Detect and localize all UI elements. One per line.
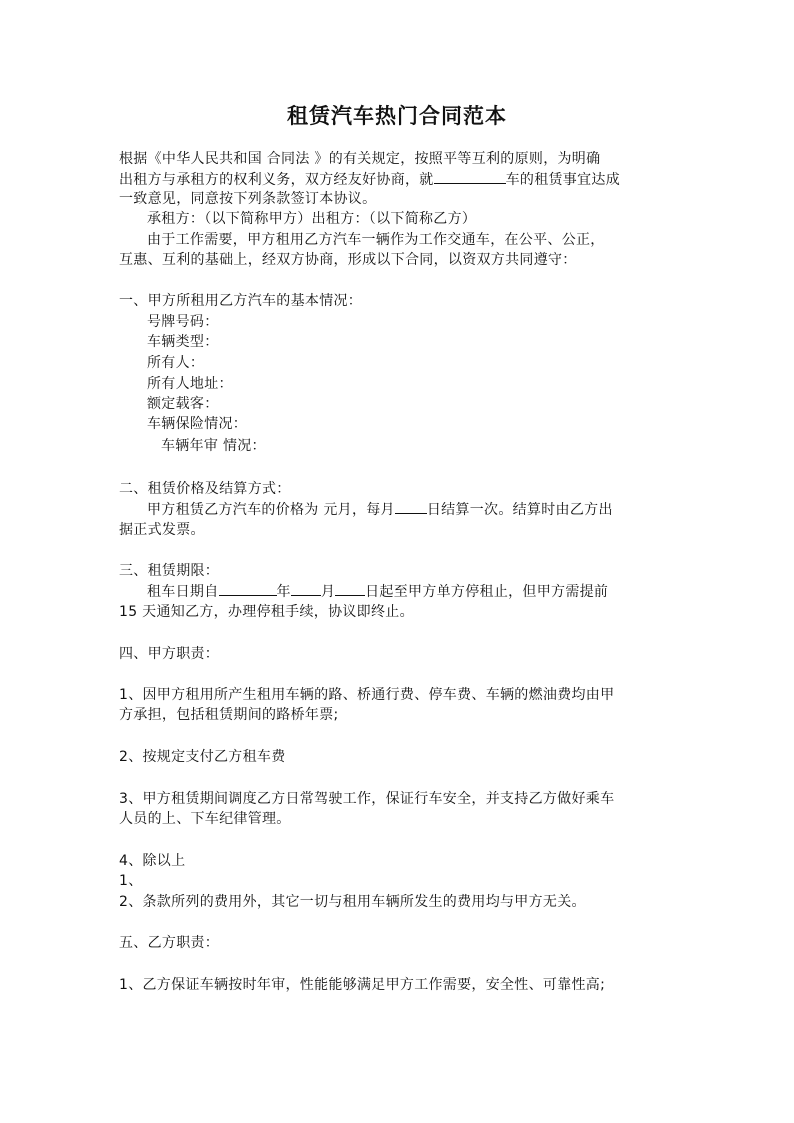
text: 日结算一次。结算时由乙方出: [426, 502, 613, 518]
price-line: 据正式发票。: [119, 522, 205, 538]
parties-line: 承租方：（以下简称甲方）出租方：（以下简称乙方）: [147, 211, 477, 227]
text: 月: [320, 584, 336, 600]
section-1-heading: 一、甲方所租用乙方汽车的基本情况：: [119, 293, 363, 309]
vehicle-field: 车辆类型：: [147, 334, 219, 350]
month-blank: [291, 582, 321, 596]
vehicle-field: 车辆年审 情况：: [161, 438, 266, 454]
clause: 1、因甲方租用所产生租用车辆的路、桥通行费、停车费、车辆的燃油费均由甲: [119, 687, 615, 703]
clause: 3、甲方租赁期间调度乙方日常驾驶工作，保证行车安全，并支持乙方做好乘车: [119, 791, 615, 807]
year-blank: [219, 582, 277, 596]
clause: 2、按规定支付乙方租车费: [119, 749, 286, 765]
vehicle-field: 所有人地址：: [147, 376, 233, 392]
section-3-heading: 三、租赁期限：: [119, 563, 220, 579]
text: 车的租赁事宜达成: [505, 172, 621, 188]
price-line: [147, 500, 613, 519]
section-5-heading: 五、乙方职责：: [119, 935, 220, 951]
intro-line: 一致意见，同意按下列条款签订本协议。: [119, 191, 377, 207]
intro-line: 由于工作需要，甲方租用乙方汽车一辆作为工作交通车，在公平、公正，: [147, 232, 605, 248]
text: 日起至甲方单方停租止，但甲方需提前: [365, 584, 609, 600]
intro-line: 根据《中华人民共和国 合同法 》的有关规定，按照平等互利的原则，为明确: [119, 151, 601, 167]
text: 出租方与承租方的权利义务，双方经友好协商，就: [119, 172, 434, 188]
clause: 方承担，包括租赁期间的路桥年票;: [119, 707, 339, 723]
clause: 2、条款所列的费用外，其它一切与租用车辆所发生的费用均与甲方无关。: [119, 894, 586, 910]
clause: 1、: [119, 873, 143, 889]
term-line: [147, 582, 608, 601]
vehicle-field: 号牌号码：: [147, 314, 219, 330]
text: 租车日期自: [147, 584, 219, 600]
section-4-heading: 四、甲方职责：: [119, 646, 220, 662]
term-line: 15 天通知乙方，办理停租手续，协议即终止。: [119, 604, 414, 620]
clause: 1、乙方保证车辆按时年审，性能能够满足甲方工作需要，安全性、可靠性高;: [119, 977, 606, 993]
day-blank: [335, 582, 365, 596]
clause: 4、除以上: [119, 853, 186, 869]
document-title: 租赁汽车热门合同范本: [287, 103, 507, 128]
section-2-heading: 二、租赁价格及结算方式：: [119, 481, 291, 497]
day-blank: [395, 500, 427, 514]
vehicle-field: 额定载客：: [147, 396, 219, 412]
intro-line: [119, 170, 620, 189]
intro-line: 互惠、互利的基础上，经双方协商，形成以下合同，以资双方共同遵守：: [119, 252, 577, 268]
vehicle-field: 车辆保险情况：: [147, 416, 248, 432]
clause: 人员的上、下车纪律管理。: [119, 811, 291, 827]
text: 年: [276, 584, 291, 600]
vehicle-field: 所有人：: [147, 355, 205, 371]
car-blank: [434, 170, 506, 184]
text: 甲方租赁乙方汽车的价格为 元月，每月: [147, 502, 395, 518]
